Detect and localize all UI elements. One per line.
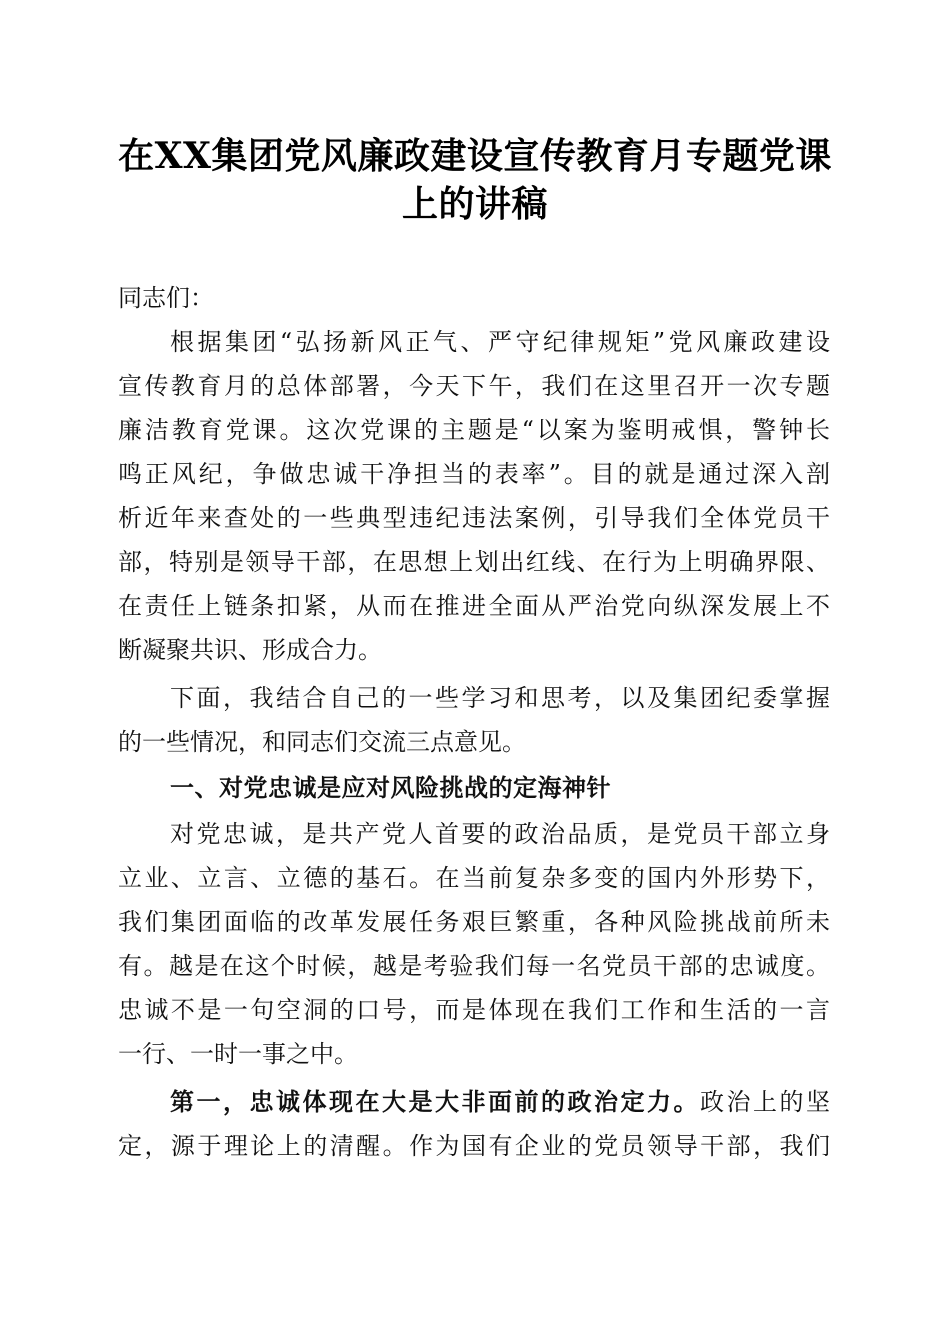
paragraph-1-line-1: 根据集团“弘扬新风正气、严守纪律规矩”党风廉政建设	[170, 328, 830, 356]
paragraph-3-line-5: 忠诚不是一句空洞的口号，而是体现在我们工作和生活的一言	[118, 996, 830, 1024]
paragraph-4-line-1-rest: 政治上的坚	[700, 1088, 830, 1116]
paragraph-4-line-1	[170, 1087, 830, 1116]
paragraph-3-line-2: 立业、立言、立德的基石。在当前复杂多变的国内外形势下，	[118, 864, 830, 892]
paragraph-2-line-1: 下面，我结合自己的一些学习和思考，以及集团纪委掌握	[170, 684, 830, 712]
paragraph-1-line-3: 廉洁教育党课。这次党课的主题是“以案为鉴明戒惧，警钟长	[118, 416, 830, 444]
paragraph-1-line-2: 宣传教育月的总体部署，今天下午，我们在这里召开一次专题	[118, 372, 830, 400]
paragraph-4-line-2: 定，源于理论上的清醒。作为国有企业的党员领导干部，我们	[118, 1132, 830, 1160]
paragraph-3-line-4: 有。越是在这个时候，越是考验我们每一名党员干部的忠诚度。	[118, 952, 830, 980]
salutation: 同志们：	[118, 284, 214, 312]
document-title-line-1: 在XX集团党风廉政建设宣传教育月专题党课	[118, 135, 832, 177]
paragraph-3-line-1: 对党忠诚，是共产党人首要的政治品质，是党员干部立身	[170, 820, 830, 848]
section-heading-1: 一、对党忠诚是应对风险挑战的定海神针	[170, 774, 611, 802]
paragraph-3-line-6: 一行、一时一事之中。	[118, 1040, 358, 1068]
paragraph-1-line-4: 鸣正风纪，争做忠诚干净担当的表率”。目的就是通过深入剖	[118, 460, 830, 488]
paragraph-1-line-5: 析近年来查处的一些典型违纪违法案例，引导我们全体党员干	[118, 504, 830, 532]
document-title-line-2: 上的讲稿	[401, 183, 548, 225]
paragraph-1-line-8: 断凝聚共识、形成合力。	[118, 636, 382, 664]
paragraph-3-line-3: 我们集团面临的改革发展任务艰巨繁重，各种风险挑战前所未	[118, 908, 830, 936]
paragraph-1-line-7: 在责任上链条扣紧，从而在推进全面从严治党向纵深发展上不	[118, 592, 830, 620]
paragraph-2-line-2: 的一些情况，和同志们交流三点意见。	[118, 728, 526, 756]
paragraph-1-line-6: 部，特别是领导干部，在思想上划出红线、在行为上明确界限、	[118, 548, 830, 576]
paragraph-4-bold-lead: 第一，忠诚体现在大是大非面前的政治定力。	[170, 1087, 700, 1116]
